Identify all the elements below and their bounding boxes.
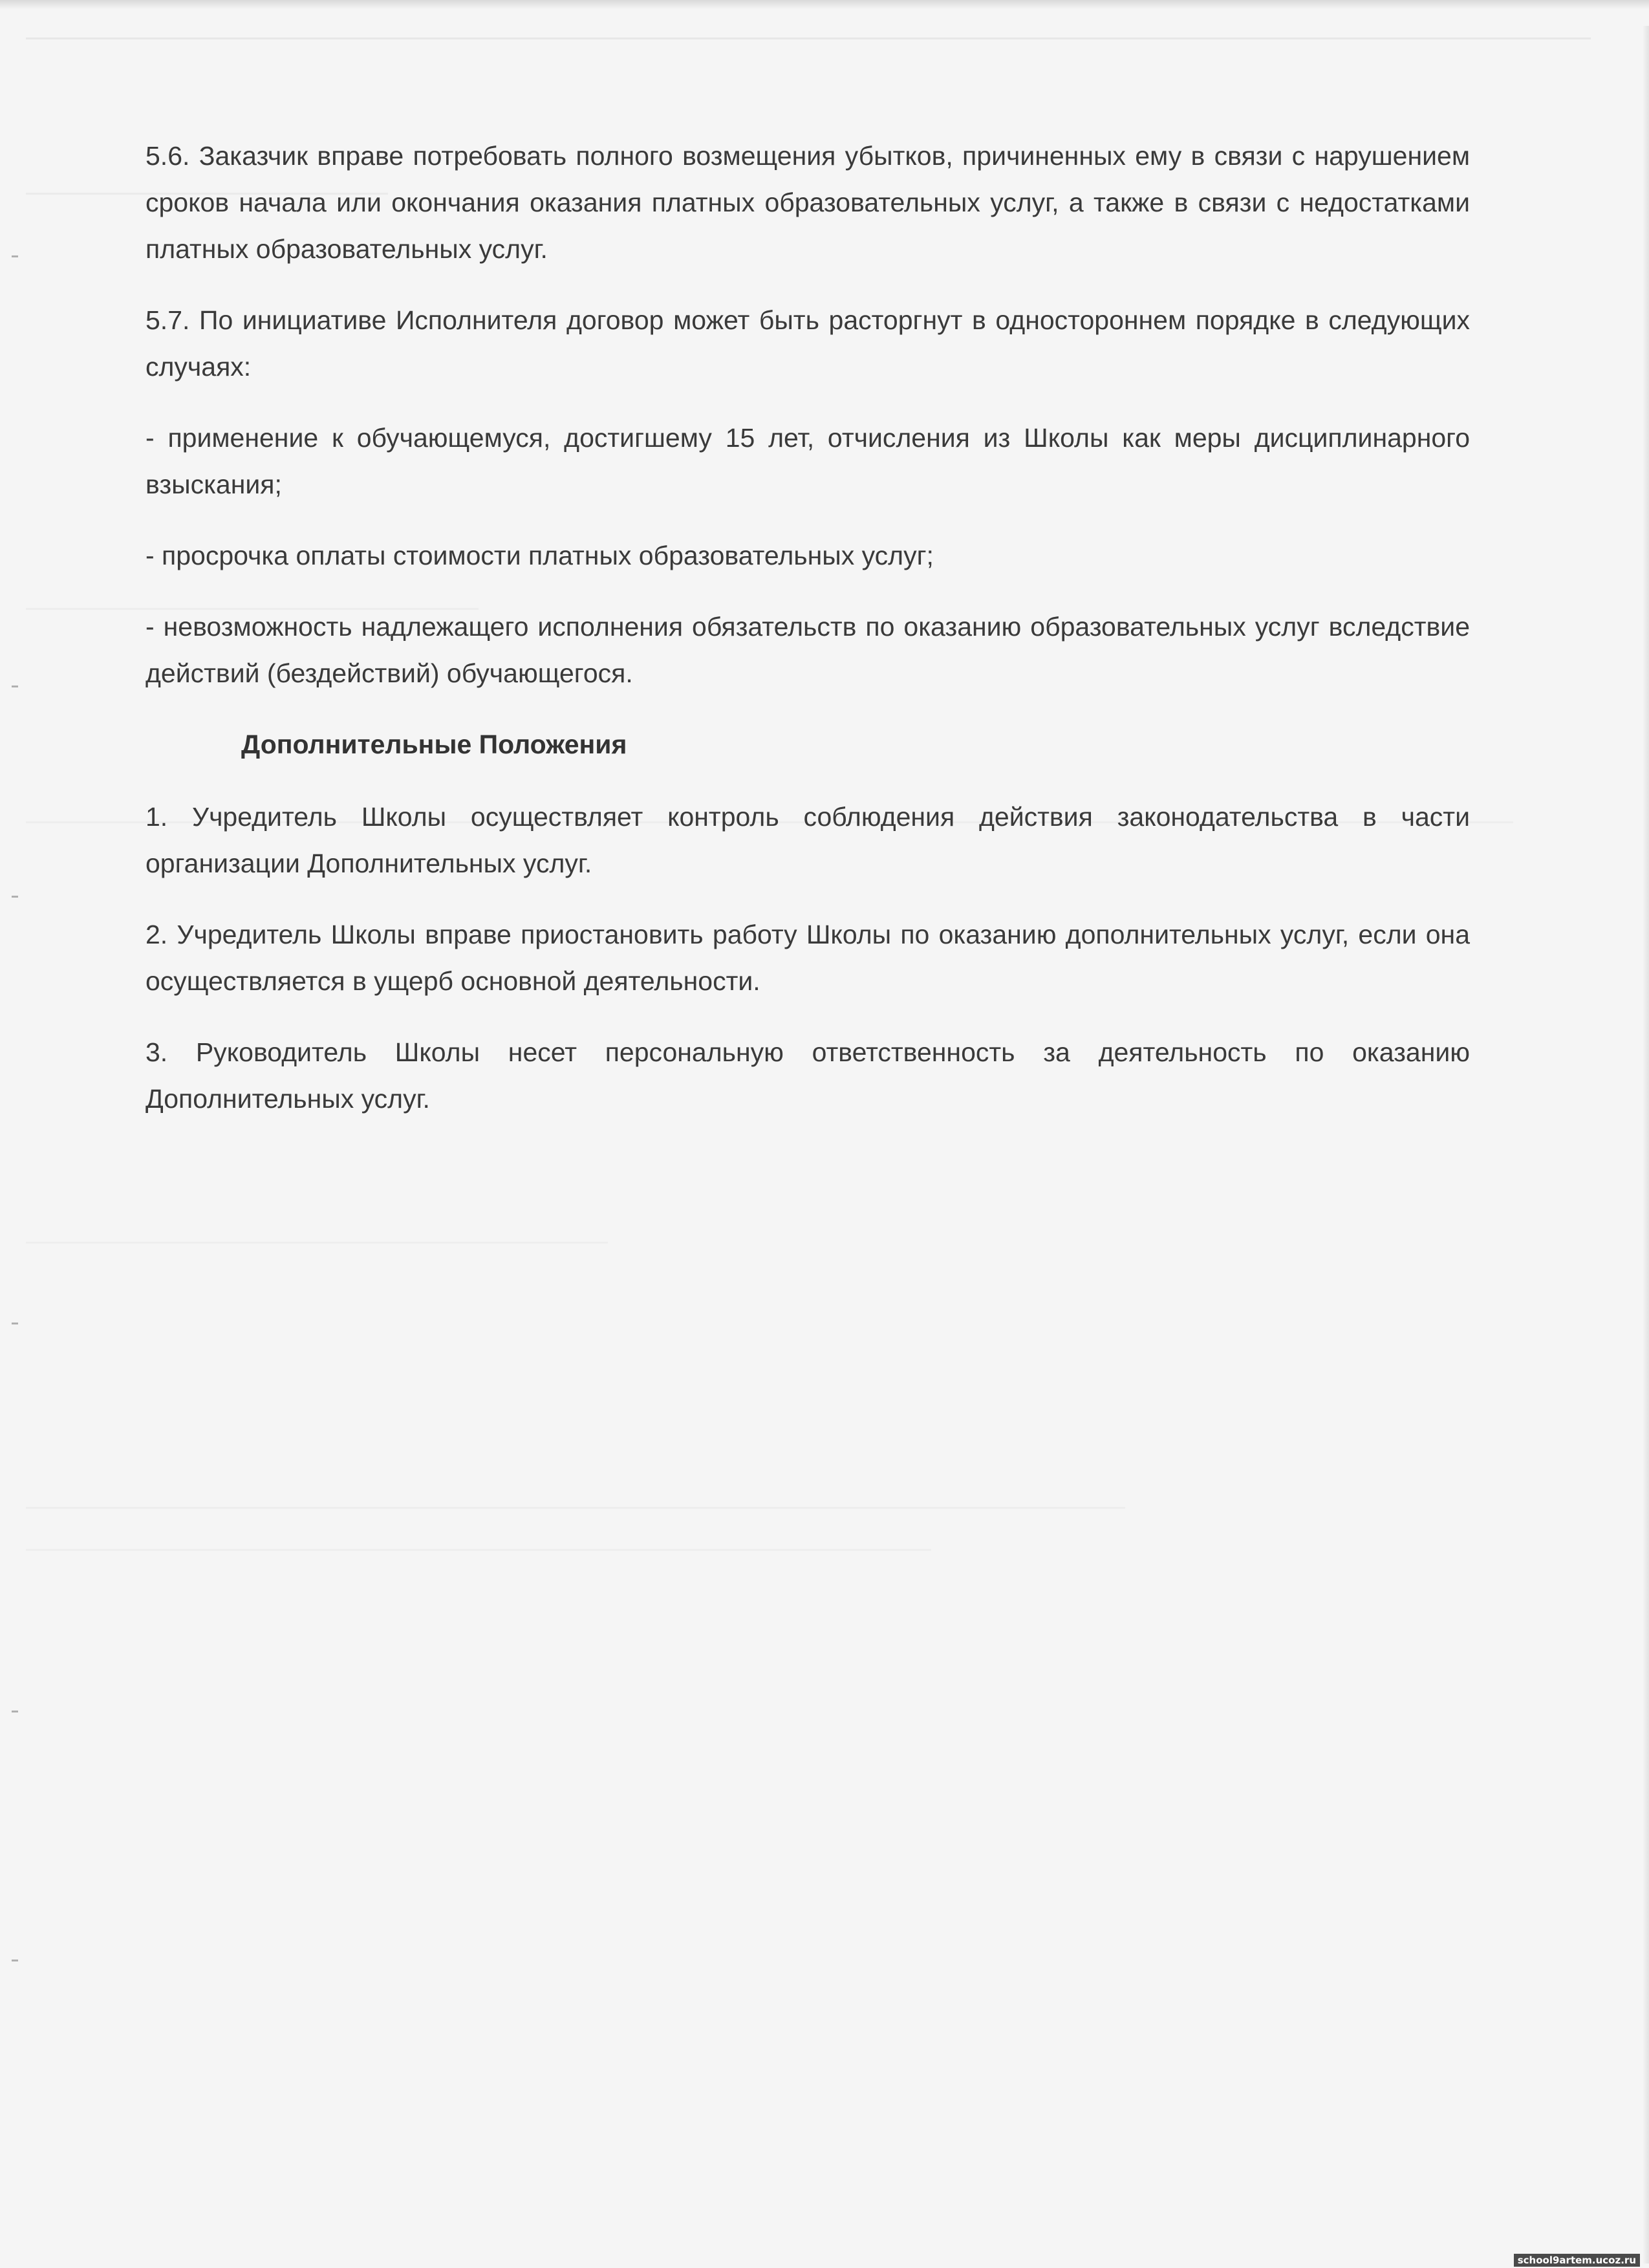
scan-tick [12, 896, 18, 898]
scan-tick [12, 1711, 18, 1712]
scan-tick [12, 1323, 18, 1324]
section-heading: Дополнительные Положения [241, 729, 627, 759]
termination-case-late-payment: - просрочка оплаты стоимости платных образовательных услуг; [146, 541, 934, 570]
termination-case-expulsion: - применение к обучающемуся, достигшему 15 лет, отчисления из Школы как меры дисциплинарного взыскания; [146, 423, 1470, 499]
scan-edge-top [0, 0, 1649, 9]
scan-tick [12, 1960, 18, 1961]
provision-1: 1. Учредитель Школы осуществляет контроль соблюдения действия законодательства в части организации Дополнительных услуг. [146, 802, 1470, 878]
provision-3: 3. Руководитель Школы несет персональную ответственность за деятельность по оказанию Дополнительных услуг. [146, 1037, 1470, 1114]
scan-streak [26, 1507, 1125, 1509]
site-watermark: school9artem.ucoz.ru [1514, 2254, 1640, 2267]
scan-streak [26, 38, 1591, 39]
termination-case-impossibility: - невозможность надлежащего исполнения обязательств по оказанию образовательных услуг вследствие действий (бездействий) обучающегося. [146, 612, 1470, 688]
document-body [146, 133, 1470, 1147]
clause-5-6: 5.6. Заказчик вправе потребовать полного возмещения убытков, причиненных ему в связи с нарушением сроков начала или окончания оказания платных образовательных услуг, а также в связи с недостатками платных образовательных услуг. [146, 141, 1470, 264]
provision-2: 2. Учредитель Школы вправе приостановить работу Школы по оказанию дополнительных услуг, если она осуществляется в ущерб основной деятельности. [146, 920, 1470, 996]
scan-streak [26, 1549, 931, 1551]
scan-edge-right [1643, 26, 1649, 2263]
clause-5-7: 5.7. По инициативе Исполнителя договор может быть расторгнут в одностороннем порядке в следующих случаях: [146, 305, 1470, 382]
scan-tick [12, 686, 18, 687]
scan-streak [26, 1242, 608, 1244]
scan-tick [12, 255, 18, 257]
